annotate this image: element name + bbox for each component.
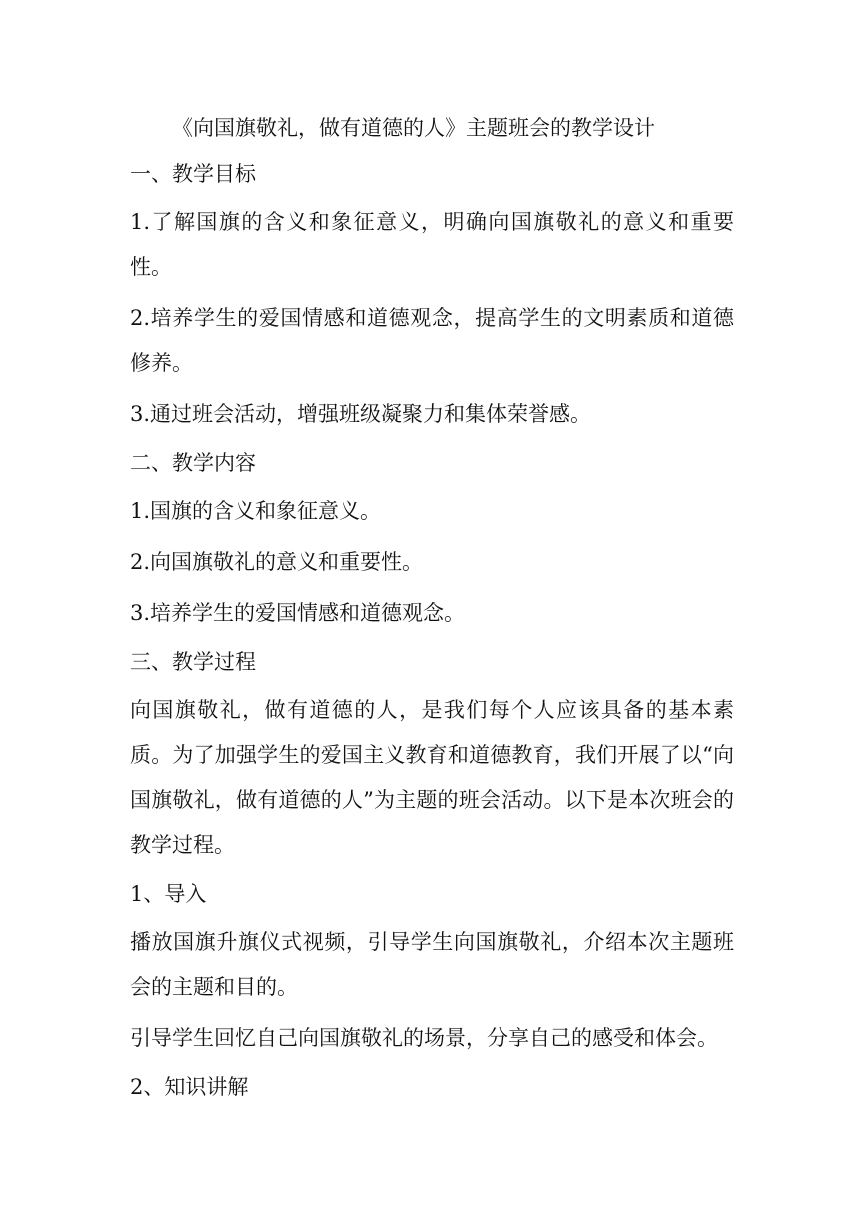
introduction-paragraph-2: 引导学生回忆自己向国旗敬礼的场景，分享自己的感受和体会。 (130, 1026, 718, 1050)
content-item-1: 1.国旗的含义和象征意义。 (130, 499, 382, 523)
section-heading-process: 三、教学过程 (130, 650, 256, 674)
document-body (130, 108, 734, 1107)
objective-item-3: 3.通过班会活动，增强班级凝聚力和集体荣誉感。 (130, 402, 592, 426)
objective-item-2: 2.培养学生的爱国情感和道德观念，提高学生的文明素质和道德修养。 (130, 306, 734, 375)
document-title: 《向国旗敬礼，做有道德的人》主题班会的教学设计 (172, 116, 655, 140)
objective-item-1: 1.了解国旗的含义和象征意义，明确向国旗敬礼的意义和重要性。 (130, 210, 734, 279)
introduction-paragraph-1: 播放国旗升旗仪式视频，引导学生向国旗敬礼，介绍本次主题班会的主题和目的。 (130, 930, 734, 999)
content-item-2: 2.向国旗敬礼的意义和重要性。 (130, 550, 424, 574)
section-heading-content: 二、教学内容 (130, 451, 256, 475)
process-intro-paragraph: 向国旗敬礼，做有道德的人，是我们每个人应该具备的基本素质。为了加强学生的爱国主义教育和道德教育，我们开展了以“向国旗敬礼，做有道德的人”为主题的班会活动。以下是本次班会的教学过程。 (130, 698, 734, 857)
content-item-3: 3.培养学生的爱国情感和道德观念。 (130, 601, 466, 625)
section-heading-objectives: 一、教学目标 (130, 162, 256, 186)
step-heading-introduction: 1、导入 (130, 882, 207, 906)
step-heading-knowledge: 2、知识讲解 (130, 1075, 249, 1099)
